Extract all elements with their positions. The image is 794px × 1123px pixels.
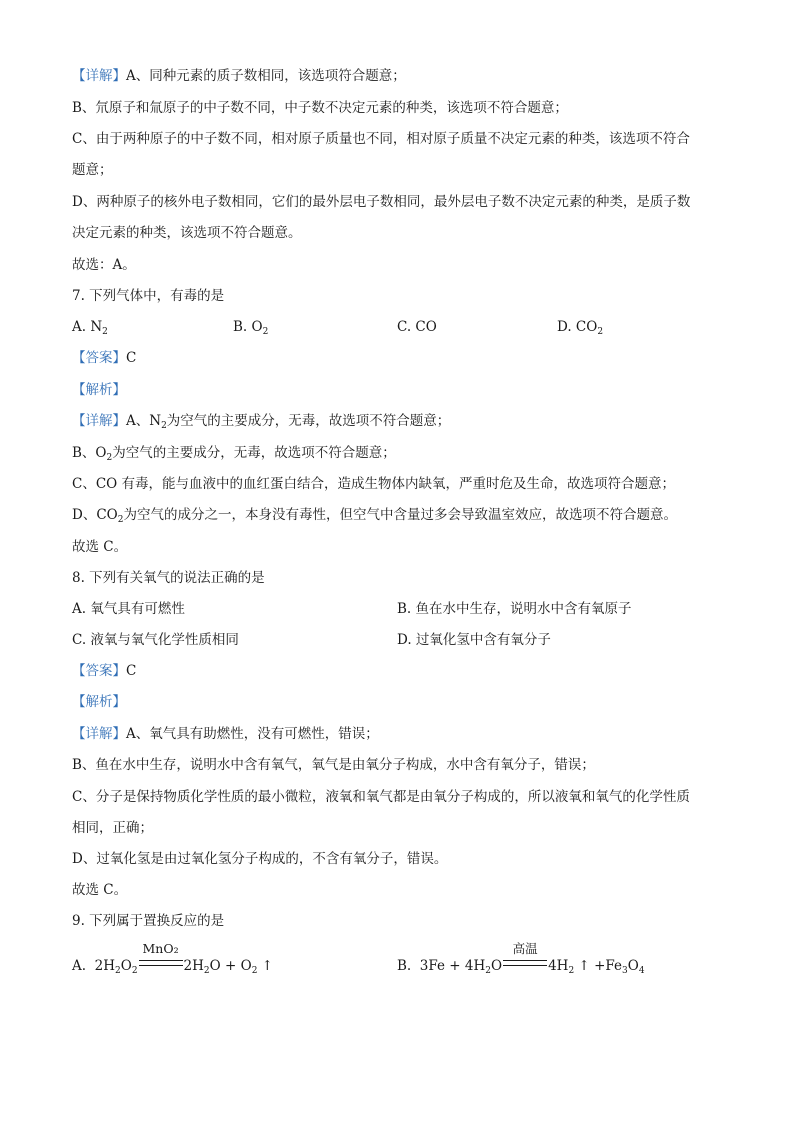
q8-detail-d: D、过氧化氢是由过氧化氢分子构成的，不含有氧分子，错误。 [72, 851, 448, 867]
q8-detail-a: 【详解】A、氧气具有助燃性，没有可燃性，错误； [72, 726, 379, 742]
q8-conclusion: 故选 C。 [72, 882, 128, 898]
answer-tag: 【答案】 [72, 350, 126, 366]
q7-detail-c: C、CO 有毒，能与血液中的血红蛋白结合，造成生物体内缺氧，严重时危及生命，故选项符合题意； [72, 476, 676, 492]
q9-option-b: B. $3Fe + 4H_2O$ 高温 $4H_2$ ↑ $+Fe_3O_4$ [397, 941, 645, 976]
q8-option-b: B. 鱼在水中生存，说明水中含有氧原子 [397, 601, 632, 617]
q8-detail-c-cont: 相同，正确； [72, 820, 153, 836]
q8-option-c: C. 液氧与氧气化学性质相同 [72, 632, 239, 648]
question-7-stem: 7. 下列气体中，有毒的是 [72, 288, 225, 304]
q8-analysis-tag: 【解析】 [72, 694, 126, 710]
answer-tag: 【答案】 [72, 663, 126, 679]
q8-option-d: D. 过氧化氢中含有氧分子 [397, 632, 551, 648]
q7-option-c: C. CO [397, 319, 437, 335]
detail-line: C、由于两种原子的中子数不同，相对原子质量也不同，相对原子质量不决定元素的种类，该选项不符合 [72, 131, 690, 147]
question-9-stem: 9. 下列属于置换反应的是 [72, 913, 225, 929]
conclusion: 故选：A。 [72, 257, 136, 273]
detail-line: 【详解】A、同种元素的质子数相同，该选项符合题意； [72, 68, 406, 84]
q7-option-d: D. $CO_2$ [557, 319, 604, 337]
q7-analysis-tag: 【解析】 [72, 382, 126, 398]
q7-option-a: A. $N_2$ [72, 319, 108, 337]
detail-tag: 【详解】 [72, 413, 126, 429]
detail-tag: 【详解】 [72, 726, 126, 742]
q8-option-a: A. 氧气具有可燃性 [72, 601, 185, 617]
detail-line: B、氘原子和氚原子的中子数不同，中子数不决定元素的种类，该选项不符合题意； [72, 100, 568, 116]
q7-detail-b: B、$O_2$为空气的主要成分，无毒，故选项不符合题意； [72, 445, 396, 463]
reaction-condition: MnO₂ [139, 956, 183, 976]
q7-detail-d: D、$CO_2$为空气的成分之一，本身没有毒性，但空气中含量过多会导致温室效应，故选项不符合题意。 [72, 507, 677, 525]
q7-answer: 【答案】C [72, 350, 137, 366]
q7-option-b: B. $O_2$ [233, 319, 269, 337]
detail-line: 题意； [72, 162, 113, 178]
detail-line: 决定元素的种类，该选项不符合题意。 [72, 225, 302, 241]
q8-answer: 【答案】C [72, 663, 137, 679]
q8-detail-c: C、分子是保持物质化学性质的最小微粒，液氧和氧气都是由氧分子构成的，所以液氧和氧气的化学性质 [72, 789, 690, 805]
question-8-stem: 8. 下列有关氧气的说法正确的是 [72, 570, 265, 586]
q9-option-a: A. $2H_2O_2$ MnO₂ $2H_2O + O_2$ ↑ [72, 941, 274, 976]
detail-line: D、两种原子的核外电子数相同，它们的最外层电子数相同，最外层电子数不决定元素的种类，是质子数 [72, 194, 691, 210]
q8-detail-b: B、鱼在水中生存，说明水中含有氧气，氧气是由氧分子构成，水中含有氧分子，错误； [72, 757, 595, 773]
q7-conclusion: 故选 C。 [72, 539, 128, 555]
reaction-condition: 高温 [503, 956, 547, 976]
q7-detail-a: 【详解】A、$N_2$为空气的主要成分，无毒，故选项不符合题意； [72, 413, 451, 431]
detail-tag: 【详解】 [72, 68, 126, 84]
